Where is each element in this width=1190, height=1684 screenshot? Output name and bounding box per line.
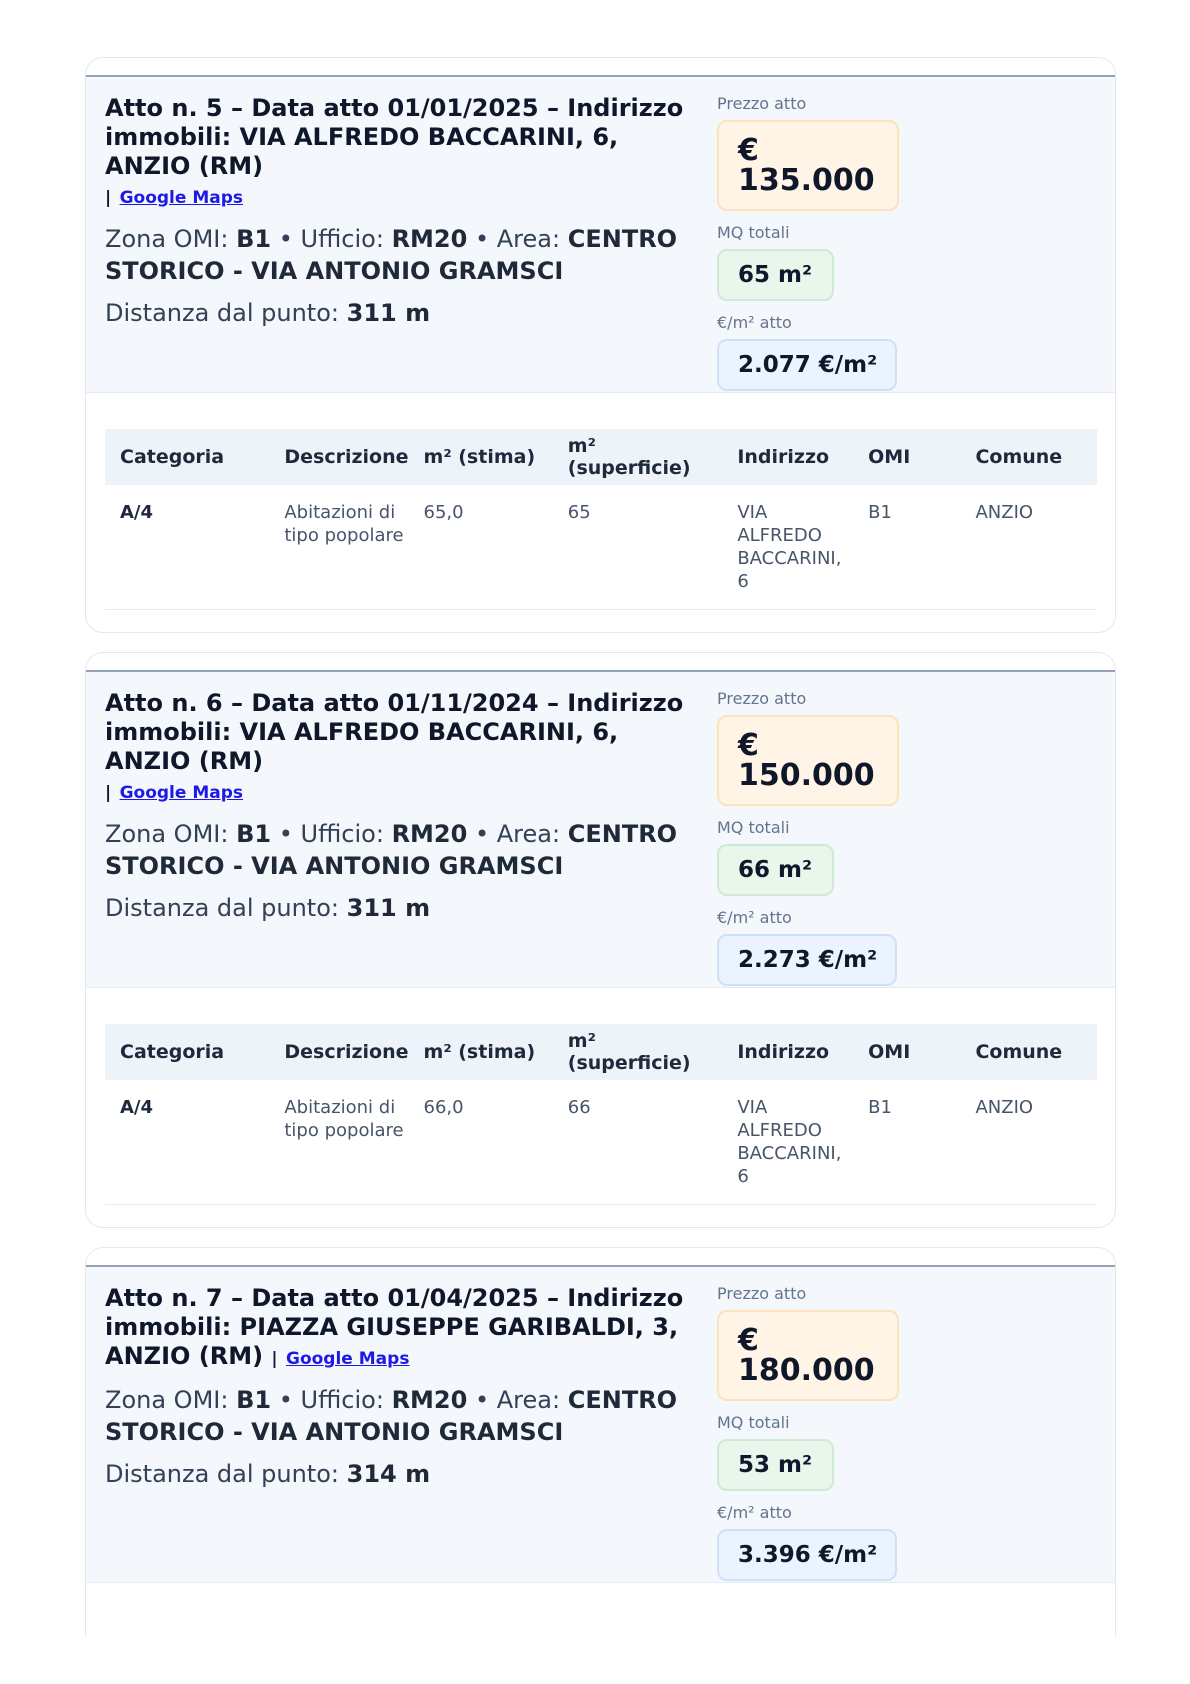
ufficio-value: RM20 — [391, 1386, 468, 1414]
google-maps-link[interactable]: Google Maps — [119, 783, 244, 803]
atto-title — [105, 689, 695, 808]
distanza-label: Distanza dal punto: — [105, 1460, 339, 1488]
ufficio-label: Ufficio: — [300, 820, 384, 848]
atto-card — [85, 652, 1116, 1228]
zona-value: B1 — [236, 820, 272, 848]
eur-mq-metric — [717, 908, 899, 986]
cell-stima: 65,0 — [409, 485, 553, 610]
column-header: m² (stima) — [409, 429, 553, 485]
column-header: Indirizzo — [722, 429, 853, 485]
distanza-value: 314 m — [346, 1460, 431, 1488]
column-header: OMI — [853, 429, 960, 485]
zona-line — [105, 818, 695, 882]
cell-indirizzo: VIA ALFREDO BACCARINI, 6 — [722, 1080, 853, 1205]
mq-metric — [717, 1413, 899, 1491]
eur-mq-label: €/m² atto — [717, 908, 792, 927]
prezzo-label: Prezzo atto — [717, 689, 807, 708]
column-header: m² (superficie) — [553, 429, 723, 485]
zona-line — [105, 223, 695, 287]
cell-comune: ANZIO — [960, 1080, 1097, 1205]
bullet-separator: • — [278, 1386, 293, 1414]
atto-title-text: Atto n. 7 – Data atto 01/04/2025 – Indirizzo immobili: PIAZZA GIUSEPPE GARIBALDI, 3, ANZIO (RM) — [105, 1284, 684, 1370]
cell-indirizzo: VIA ALFREDO BACCARINI, 6 — [722, 485, 853, 610]
eur-mq-value: 2.273 €/m² — [717, 934, 897, 986]
atto-info — [105, 1284, 695, 1490]
bullet-separator: • — [474, 1386, 490, 1414]
prezzo-label: Prezzo atto — [717, 1284, 807, 1303]
zona-label: Zona OMI: — [105, 1386, 229, 1414]
zona-label: Zona OMI: — [105, 225, 229, 253]
column-header: Descrizione — [269, 1024, 408, 1080]
cell-descrizione: Abitazioni di tipo popolare — [269, 485, 408, 610]
atto-header — [86, 672, 1115, 988]
eur-mq-value: 2.077 €/m² — [717, 339, 897, 391]
cell-categoria: A/4 — [105, 1080, 269, 1205]
atto-header — [86, 1267, 1115, 1583]
distanza-label: Distanza dal punto: — [105, 894, 339, 922]
atto-metrics — [717, 689, 899, 998]
area-value: CENTRO STORICO - VIA ANTONIO GRAMSCI — [105, 225, 678, 285]
atto-metrics — [717, 94, 899, 403]
ufficio-value: RM20 — [391, 225, 468, 253]
mq-label: MQ totali — [717, 1413, 790, 1432]
card-top-rule — [86, 653, 1115, 672]
distanza-line — [105, 297, 695, 329]
mq-value: 66 m² — [717, 844, 834, 896]
column-header: Descrizione — [269, 429, 408, 485]
atto-title — [105, 1284, 695, 1374]
atto-info — [105, 94, 695, 329]
distanza-label: Distanza dal punto: — [105, 299, 339, 327]
table-header-row — [105, 429, 1097, 485]
google-maps-link[interactable]: Google Maps — [286, 1349, 410, 1369]
prezzo-value: € 180.000 — [717, 1310, 899, 1401]
mq-value: 53 m² — [717, 1439, 834, 1491]
area-value: CENTRO STORICO - VIA ANTONIO GRAMSCI — [105, 1386, 678, 1446]
cell-comune: ANZIO — [960, 485, 1097, 610]
cell-superficie: 66 — [553, 1080, 723, 1205]
atto-title-text: Atto n. 5 – Data atto 01/01/2025 – Indirizzo immobili: VIA ALFREDO BACCARINI, 6, ANZIO (RM) — [105, 94, 684, 180]
ufficio-label: Ufficio: — [300, 1386, 384, 1414]
atto-title — [105, 94, 695, 213]
prezzo-metric — [717, 1284, 899, 1401]
ufficio-value: RM20 — [391, 820, 468, 848]
cell-omi: B1 — [853, 485, 960, 610]
cell-omi: B1 — [853, 1080, 960, 1205]
prezzo-metric — [717, 94, 899, 211]
column-header: m² (stima) — [409, 1024, 553, 1080]
immobili-table — [105, 429, 1097, 610]
zona-value: B1 — [236, 225, 272, 253]
column-header: m² (superficie) — [553, 1024, 723, 1080]
eur-mq-metric — [717, 1503, 899, 1581]
prezzo-value: € 135.000 — [717, 120, 899, 211]
mq-metric — [717, 818, 899, 896]
area-label: Area: — [496, 225, 561, 253]
eur-mq-label: €/m² atto — [717, 313, 792, 332]
title-separator: | — [105, 188, 112, 208]
atto-info — [105, 689, 695, 924]
atto-metrics — [717, 1284, 899, 1593]
column-header: Categoria — [105, 429, 269, 485]
column-header: OMI — [853, 1024, 960, 1080]
ufficio-label: Ufficio: — [300, 225, 384, 253]
column-header: Comune — [960, 429, 1097, 485]
eur-mq-label: €/m² atto — [717, 1503, 792, 1522]
atto-card — [85, 57, 1116, 633]
eur-mq-metric — [717, 313, 899, 391]
prezzo-metric — [717, 689, 899, 806]
table-header-row — [105, 1024, 1097, 1080]
mq-label: MQ totali — [717, 223, 790, 242]
zona-value: B1 — [236, 1386, 272, 1414]
title-separator: | — [271, 1349, 278, 1369]
distanza-value: 311 m — [346, 299, 431, 327]
prezzo-value: € 150.000 — [717, 715, 899, 806]
zona-label: Zona OMI: — [105, 820, 229, 848]
immobili-table — [105, 1024, 1097, 1205]
bullet-separator: • — [474, 225, 490, 253]
mq-label: MQ totali — [717, 818, 790, 837]
cell-superficie: 65 — [553, 485, 723, 610]
distanza-line — [105, 1458, 695, 1490]
eur-mq-value: 3.396 €/m² — [717, 1529, 897, 1581]
area-label: Area: — [496, 820, 561, 848]
card-top-rule — [86, 1248, 1115, 1267]
mq-metric — [717, 223, 899, 301]
card-top-rule — [86, 58, 1115, 77]
cell-descrizione: Abitazioni di tipo popolare — [269, 1080, 408, 1205]
atto-card — [85, 1247, 1116, 1637]
cell-stima: 66,0 — [409, 1080, 553, 1205]
bullet-separator: • — [278, 820, 293, 848]
bullet-separator: • — [474, 820, 490, 848]
bullet-separator: • — [278, 225, 293, 253]
distanza-value: 311 m — [346, 894, 431, 922]
google-maps-link[interactable]: Google Maps — [119, 188, 244, 208]
distanza-line — [105, 892, 695, 924]
table-row — [105, 485, 1097, 610]
prezzo-label: Prezzo atto — [717, 94, 807, 113]
area-label: Area: — [496, 1386, 561, 1414]
title-separator: | — [105, 783, 112, 803]
area-value: CENTRO STORICO - VIA ANTONIO GRAMSCI — [105, 820, 678, 880]
table-row — [105, 1080, 1097, 1205]
zona-line — [105, 1384, 695, 1448]
atto-title-text: Atto n. 6 – Data atto 01/11/2024 – Indirizzo immobili: VIA ALFREDO BACCARINI, 6, ANZIO (RM) — [105, 689, 684, 775]
column-header: Comune — [960, 1024, 1097, 1080]
mq-value: 65 m² — [717, 249, 834, 301]
column-header: Categoria — [105, 1024, 269, 1080]
cell-categoria: A/4 — [105, 485, 269, 610]
atto-header — [86, 77, 1115, 393]
column-header: Indirizzo — [722, 1024, 853, 1080]
